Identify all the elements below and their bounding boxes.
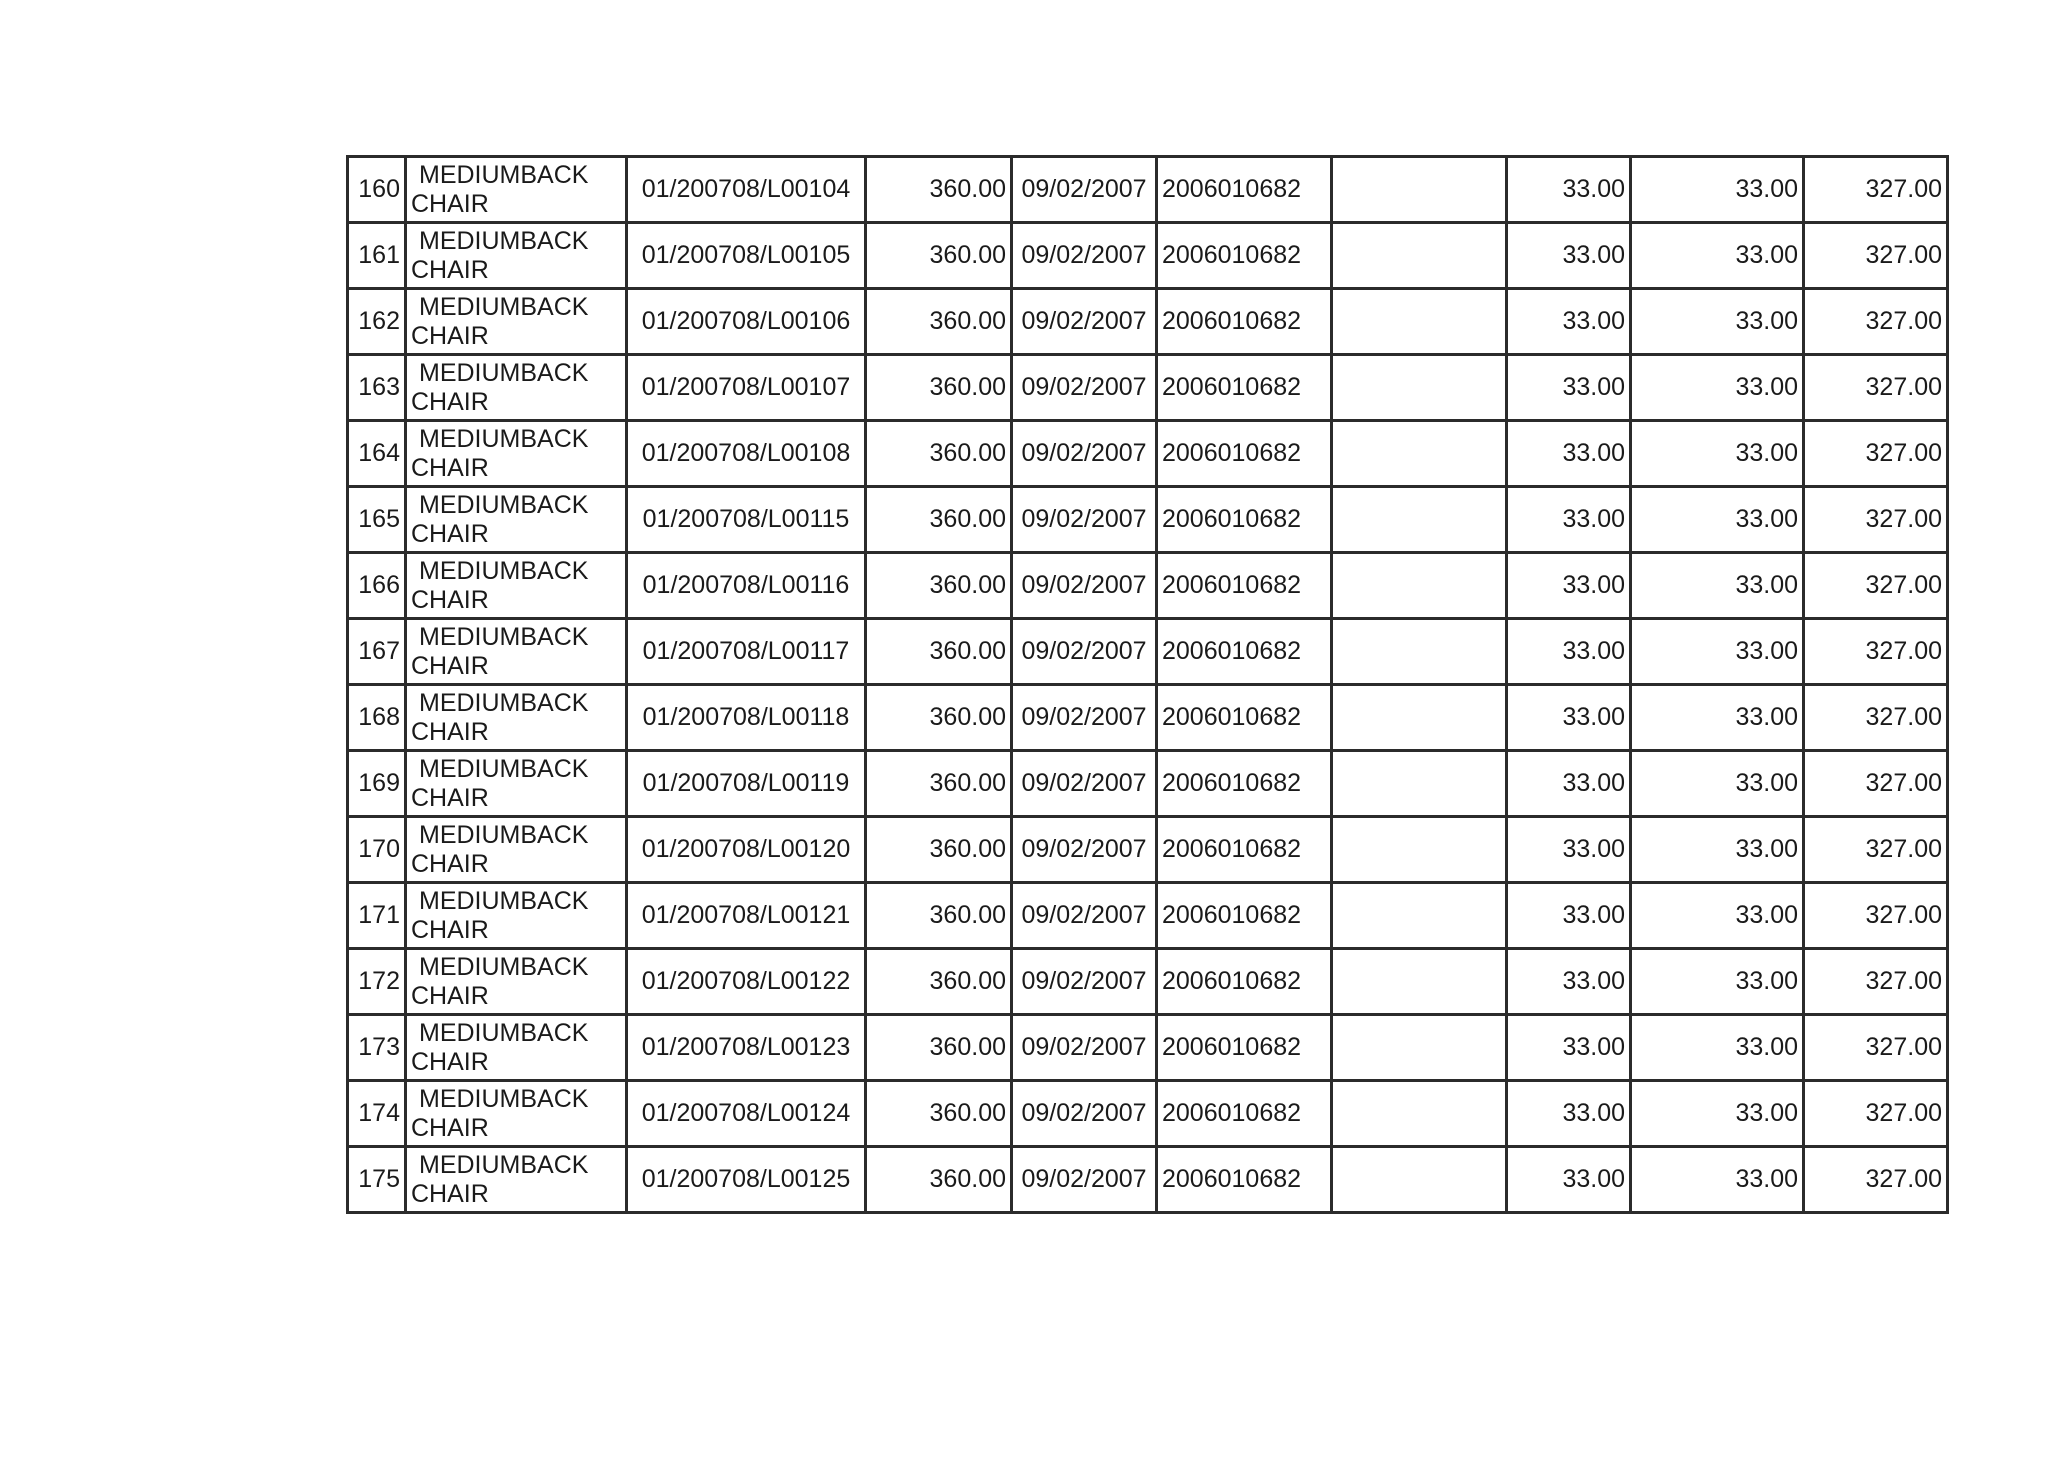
blank-cell (1332, 1147, 1507, 1213)
item-line-1: MEDIUMBACK (419, 952, 589, 981)
table-row (348, 157, 1948, 223)
row-number-cell: 173 (348, 1015, 406, 1081)
row-number-cell: 170 (348, 817, 406, 883)
blank-cell (1332, 751, 1507, 817)
value-2-cell: 33.00 (1631, 1081, 1804, 1147)
value-3-cell: 327.00 (1804, 289, 1948, 355)
value-1-cell: 33.00 (1507, 883, 1631, 949)
item-line-1: MEDIUMBACK (419, 886, 589, 915)
item-description-cell (406, 421, 627, 487)
item-line-2: CHAIR (411, 1113, 489, 1142)
blank-cell (1332, 421, 1507, 487)
value-3-cell: 327.00 (1804, 949, 1948, 1015)
reference-number-cell: 01/200708/L00121 (627, 883, 866, 949)
code-cell: 2006010682 (1157, 817, 1332, 883)
row-number-cell: 166 (348, 553, 406, 619)
item-description-cell (406, 949, 627, 1015)
item-description-cell (406, 223, 627, 289)
value-2-cell: 33.00 (1631, 355, 1804, 421)
row-number-cell: 169 (348, 751, 406, 817)
blank-cell (1332, 553, 1507, 619)
value-3-cell: 327.00 (1804, 1081, 1948, 1147)
value-3-cell: 327.00 (1804, 157, 1948, 223)
value-1-cell: 33.00 (1507, 1081, 1631, 1147)
item-line-2: CHAIR (411, 321, 489, 350)
item-line-2: CHAIR (411, 189, 489, 218)
code-cell: 2006010682 (1157, 883, 1332, 949)
table-row (348, 685, 1948, 751)
date-cell: 09/02/2007 (1012, 949, 1157, 1015)
item-line-1: MEDIUMBACK (419, 490, 589, 519)
reference-number-cell: 01/200708/L00117 (627, 619, 866, 685)
value-2-cell: 33.00 (1631, 223, 1804, 289)
item-description-cell (406, 1015, 627, 1081)
item-description-cell (406, 355, 627, 421)
code-cell: 2006010682 (1157, 619, 1332, 685)
value-3-cell: 327.00 (1804, 223, 1948, 289)
date-cell: 09/02/2007 (1012, 487, 1157, 553)
reference-number-cell: 01/200708/L00123 (627, 1015, 866, 1081)
code-cell: 2006010682 (1157, 421, 1332, 487)
amount-cell: 360.00 (866, 949, 1012, 1015)
blank-cell (1332, 685, 1507, 751)
blank-cell (1332, 355, 1507, 421)
amount-cell: 360.00 (866, 157, 1012, 223)
row-number-cell: 171 (348, 883, 406, 949)
item-description-cell (406, 685, 627, 751)
date-cell: 09/02/2007 (1012, 883, 1157, 949)
date-cell: 09/02/2007 (1012, 157, 1157, 223)
value-3-cell: 327.00 (1804, 1147, 1948, 1213)
row-number-cell: 162 (348, 289, 406, 355)
item-description-cell (406, 883, 627, 949)
asset-ledger-table (346, 155, 1949, 1214)
blank-cell (1332, 157, 1507, 223)
value-3-cell: 327.00 (1804, 355, 1948, 421)
date-cell: 09/02/2007 (1012, 421, 1157, 487)
value-1-cell: 33.00 (1507, 223, 1631, 289)
value-1-cell: 33.00 (1507, 949, 1631, 1015)
item-description-cell (406, 553, 627, 619)
item-line-2: CHAIR (411, 915, 489, 944)
item-line-1: MEDIUMBACK (419, 358, 589, 387)
amount-cell: 360.00 (866, 1147, 1012, 1213)
blank-cell (1332, 817, 1507, 883)
code-cell: 2006010682 (1157, 685, 1332, 751)
value-1-cell: 33.00 (1507, 817, 1631, 883)
row-number-cell: 165 (348, 487, 406, 553)
table-row (348, 487, 1948, 553)
reference-number-cell: 01/200708/L00108 (627, 421, 866, 487)
item-line-2: CHAIR (411, 1179, 489, 1208)
code-cell: 2006010682 (1157, 355, 1332, 421)
table-row (348, 619, 1948, 685)
row-number-cell: 172 (348, 949, 406, 1015)
blank-cell (1332, 289, 1507, 355)
date-cell: 09/02/2007 (1012, 1147, 1157, 1213)
value-2-cell: 33.00 (1631, 685, 1804, 751)
table-row (348, 223, 1948, 289)
item-line-1: MEDIUMBACK (419, 292, 589, 321)
item-line-2: CHAIR (411, 651, 489, 680)
amount-cell: 360.00 (866, 487, 1012, 553)
value-2-cell: 33.00 (1631, 1147, 1804, 1213)
date-cell: 09/02/2007 (1012, 553, 1157, 619)
value-2-cell: 33.00 (1631, 553, 1804, 619)
reference-number-cell: 01/200708/L00122 (627, 949, 866, 1015)
value-1-cell: 33.00 (1507, 421, 1631, 487)
item-line-2: CHAIR (411, 585, 489, 614)
code-cell: 2006010682 (1157, 751, 1332, 817)
value-1-cell: 33.00 (1507, 751, 1631, 817)
item-line-2: CHAIR (411, 1047, 489, 1076)
value-1-cell: 33.00 (1507, 1147, 1631, 1213)
code-cell: 2006010682 (1157, 1147, 1332, 1213)
value-3-cell: 327.00 (1804, 487, 1948, 553)
date-cell: 09/02/2007 (1012, 355, 1157, 421)
row-number-cell: 174 (348, 1081, 406, 1147)
amount-cell: 360.00 (866, 223, 1012, 289)
item-line-2: CHAIR (411, 849, 489, 878)
item-line-1: MEDIUMBACK (419, 556, 589, 585)
item-line-1: MEDIUMBACK (419, 1018, 589, 1047)
reference-number-cell: 01/200708/L00116 (627, 553, 866, 619)
item-description-cell (406, 487, 627, 553)
value-3-cell: 327.00 (1804, 421, 1948, 487)
reference-number-cell: 01/200708/L00115 (627, 487, 866, 553)
value-2-cell: 33.00 (1631, 817, 1804, 883)
ledger-body (348, 157, 1948, 1213)
table-row (348, 883, 1948, 949)
code-cell: 2006010682 (1157, 1081, 1332, 1147)
item-line-1: MEDIUMBACK (419, 820, 589, 849)
table-row (348, 751, 1948, 817)
item-line-2: CHAIR (411, 453, 489, 482)
item-description-cell (406, 817, 627, 883)
date-cell: 09/02/2007 (1012, 619, 1157, 685)
code-cell: 2006010682 (1157, 487, 1332, 553)
value-2-cell: 33.00 (1631, 751, 1804, 817)
item-line-2: CHAIR (411, 783, 489, 812)
item-line-1: MEDIUMBACK (419, 1150, 589, 1179)
item-description-cell (406, 1081, 627, 1147)
code-cell: 2006010682 (1157, 553, 1332, 619)
value-1-cell: 33.00 (1507, 1015, 1631, 1081)
value-3-cell: 327.00 (1804, 1015, 1948, 1081)
item-line-1: MEDIUMBACK (419, 226, 589, 255)
value-3-cell: 327.00 (1804, 817, 1948, 883)
amount-cell: 360.00 (866, 883, 1012, 949)
item-description-cell (406, 157, 627, 223)
row-number-cell: 167 (348, 619, 406, 685)
item-description-cell (406, 619, 627, 685)
reference-number-cell: 01/200708/L00106 (627, 289, 866, 355)
row-number-cell: 161 (348, 223, 406, 289)
reference-number-cell: 01/200708/L00124 (627, 1081, 866, 1147)
value-1-cell: 33.00 (1507, 553, 1631, 619)
date-cell: 09/02/2007 (1012, 1081, 1157, 1147)
item-line-2: CHAIR (411, 255, 489, 284)
value-3-cell: 327.00 (1804, 619, 1948, 685)
item-line-1: MEDIUMBACK (419, 1084, 589, 1113)
value-2-cell: 33.00 (1631, 1015, 1804, 1081)
value-3-cell: 327.00 (1804, 883, 1948, 949)
blank-cell (1332, 1081, 1507, 1147)
item-line-2: CHAIR (411, 717, 489, 746)
amount-cell: 360.00 (866, 685, 1012, 751)
value-2-cell: 33.00 (1631, 289, 1804, 355)
value-3-cell: 327.00 (1804, 751, 1948, 817)
value-3-cell: 327.00 (1804, 553, 1948, 619)
item-line-1: MEDIUMBACK (419, 622, 589, 651)
value-1-cell: 33.00 (1507, 289, 1631, 355)
amount-cell: 360.00 (866, 1015, 1012, 1081)
item-line-2: CHAIR (411, 387, 489, 416)
reference-number-cell: 01/200708/L00105 (627, 223, 866, 289)
row-number-cell: 168 (348, 685, 406, 751)
date-cell: 09/02/2007 (1012, 685, 1157, 751)
date-cell: 09/02/2007 (1012, 223, 1157, 289)
item-description-cell (406, 751, 627, 817)
date-cell: 09/02/2007 (1012, 289, 1157, 355)
amount-cell: 360.00 (866, 817, 1012, 883)
amount-cell: 360.00 (866, 421, 1012, 487)
table-row (348, 817, 1948, 883)
value-3-cell: 327.00 (1804, 685, 1948, 751)
reference-number-cell: 01/200708/L00104 (627, 157, 866, 223)
code-cell: 2006010682 (1157, 223, 1332, 289)
item-line-1: MEDIUMBACK (419, 688, 589, 717)
table-row (348, 1015, 1948, 1081)
blank-cell (1332, 619, 1507, 685)
blank-cell (1332, 949, 1507, 1015)
date-cell: 09/02/2007 (1012, 751, 1157, 817)
blank-cell (1332, 1015, 1507, 1081)
amount-cell: 360.00 (866, 1081, 1012, 1147)
value-1-cell: 33.00 (1507, 157, 1631, 223)
item-line-1: MEDIUMBACK (419, 160, 589, 189)
table-row (348, 1147, 1948, 1213)
amount-cell: 360.00 (866, 289, 1012, 355)
blank-cell (1332, 883, 1507, 949)
table-row (348, 949, 1948, 1015)
table-row (348, 1081, 1948, 1147)
amount-cell: 360.00 (866, 553, 1012, 619)
code-cell: 2006010682 (1157, 157, 1332, 223)
value-1-cell: 33.00 (1507, 685, 1631, 751)
date-cell: 09/02/2007 (1012, 817, 1157, 883)
table-row (348, 355, 1948, 421)
item-line-1: MEDIUMBACK (419, 424, 589, 453)
reference-number-cell: 01/200708/L00119 (627, 751, 866, 817)
reference-number-cell: 01/200708/L00125 (627, 1147, 866, 1213)
value-2-cell: 33.00 (1631, 883, 1804, 949)
reference-number-cell: 01/200708/L00107 (627, 355, 866, 421)
item-line-2: CHAIR (411, 981, 489, 1010)
value-2-cell: 33.00 (1631, 949, 1804, 1015)
row-number-cell: 164 (348, 421, 406, 487)
code-cell: 2006010682 (1157, 949, 1332, 1015)
date-cell: 09/02/2007 (1012, 1015, 1157, 1081)
item-line-1: MEDIUMBACK (419, 754, 589, 783)
reference-number-cell: 01/200708/L00120 (627, 817, 866, 883)
value-1-cell: 33.00 (1507, 619, 1631, 685)
table-row (348, 421, 1948, 487)
amount-cell: 360.00 (866, 619, 1012, 685)
value-2-cell: 33.00 (1631, 421, 1804, 487)
item-line-2: CHAIR (411, 519, 489, 548)
row-number-cell: 160 (348, 157, 406, 223)
value-2-cell: 33.00 (1631, 619, 1804, 685)
amount-cell: 360.00 (866, 355, 1012, 421)
code-cell: 2006010682 (1157, 289, 1332, 355)
item-description-cell (406, 289, 627, 355)
blank-cell (1332, 223, 1507, 289)
row-number-cell: 175 (348, 1147, 406, 1213)
code-cell: 2006010682 (1157, 1015, 1332, 1081)
amount-cell: 360.00 (866, 751, 1012, 817)
reference-number-cell: 01/200708/L00118 (627, 685, 866, 751)
row-number-cell: 163 (348, 355, 406, 421)
table-row (348, 553, 1948, 619)
value-1-cell: 33.00 (1507, 355, 1631, 421)
value-2-cell: 33.00 (1631, 157, 1804, 223)
item-description-cell (406, 1147, 627, 1213)
blank-cell (1332, 487, 1507, 553)
value-1-cell: 33.00 (1507, 487, 1631, 553)
value-2-cell: 33.00 (1631, 487, 1804, 553)
table-row (348, 289, 1948, 355)
